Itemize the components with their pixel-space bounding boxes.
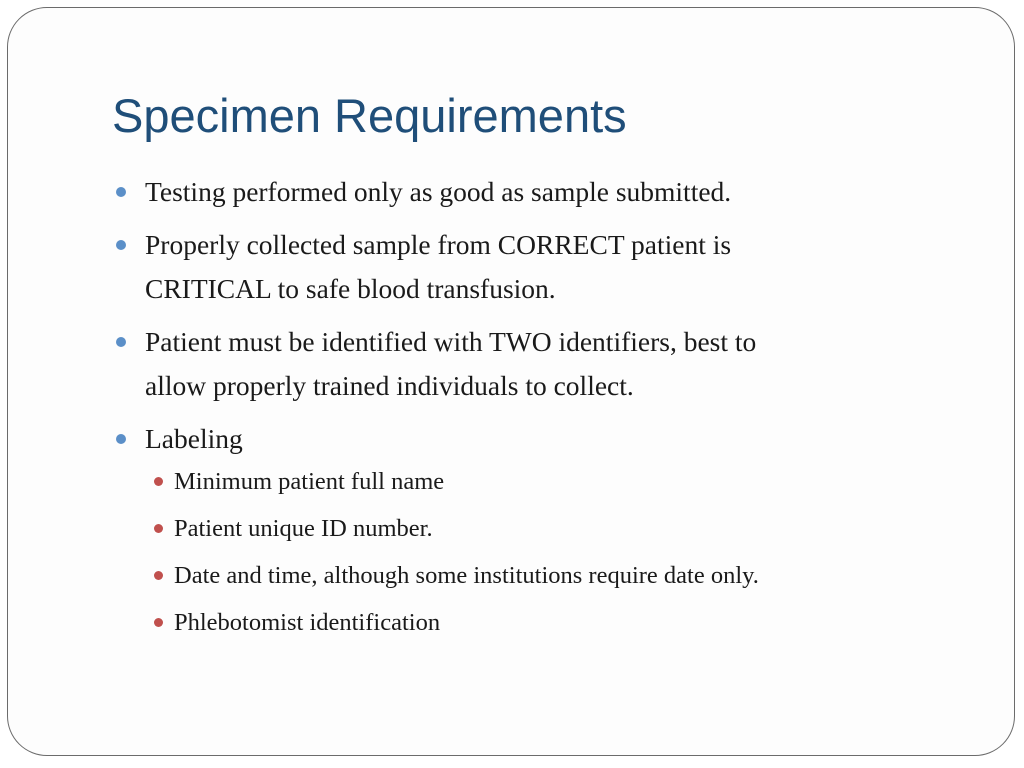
- blue-dot-icon: [116, 187, 126, 197]
- bullet-item-identification: [114, 320, 934, 408]
- sub-bullet-list: [145, 464, 934, 640]
- bullet-item-collection: [114, 223, 934, 311]
- bullet-text-continued: CRITICAL to safe blood transfusion.: [145, 273, 556, 304]
- bullet-item-labeling: [114, 417, 934, 640]
- red-dot-icon: [154, 477, 163, 486]
- bullet-text: Patient must be identified with TWO identifiers, best to: [145, 326, 757, 357]
- slide-title: Specimen Requirements: [112, 89, 627, 142]
- sub-bullet-text: Minimum patient full name: [174, 468, 445, 495]
- red-dot-icon: [154, 618, 163, 627]
- sub-bullet-item: [144, 464, 934, 499]
- bullet-text-continued: allow properly trained individuals to collect.: [145, 370, 634, 401]
- red-dot-icon: [154, 571, 163, 580]
- sub-bullet-item: [144, 605, 934, 640]
- sub-bullet-item: [144, 558, 934, 593]
- sub-bullet-text: Date and time, although some institutions require date only.: [174, 562, 759, 589]
- blue-dot-icon: [116, 337, 126, 347]
- blue-dot-icon: [116, 240, 126, 250]
- red-dot-icon: [154, 524, 163, 533]
- bullet-text: Properly collected sample from CORRECT patient is: [145, 229, 732, 260]
- bullet-text: Testing performed only as good as sample submitted.: [145, 176, 732, 207]
- bullet-list: [114, 170, 934, 640]
- bullet-item-testing: [114, 170, 934, 214]
- sub-bullet-text: Patient unique ID number.: [174, 515, 433, 542]
- sub-bullet-text: Phlebotomist identification: [174, 609, 441, 636]
- bullet-text: Labeling: [145, 423, 243, 454]
- blue-dot-icon: [116, 434, 126, 444]
- sub-bullet-item: [144, 511, 934, 546]
- slide-body: [114, 170, 934, 652]
